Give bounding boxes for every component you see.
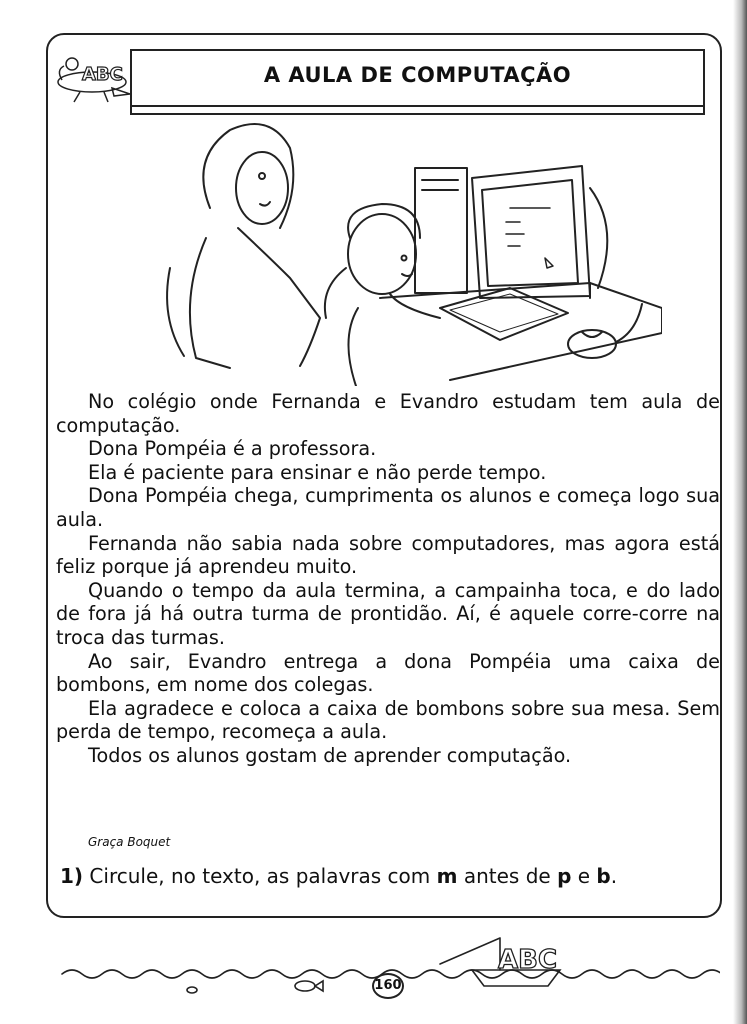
question-text: antes de: [457, 864, 558, 888]
paragraph: Quando o tempo da aula termina, a campainha toca, e do lado de fora já há outra turma de prontidão. Aí, é aquele corre-corre na troca das turmas.: [56, 578, 720, 649]
author-credit: Graça Boquet: [88, 835, 171, 849]
question-1: [60, 864, 617, 888]
question-text: e: [571, 864, 597, 888]
paragraph: Todos os alunos gostam de aprender computação.: [88, 743, 572, 767]
paragraph: Ela agradece e coloca a caixa de bombons sobre sua mesa. Sem perda de tempo, recomeça a aula.: [56, 696, 720, 744]
paragraph: Ao sair, Evandro entrega a dona Pompéia uma caixa de bombons, em nome dos colegas.: [56, 649, 720, 697]
teacher-student-computer-illustration: [150, 118, 662, 386]
question-text: .: [610, 864, 618, 888]
page-edge-shadow: [733, 0, 747, 1024]
question-number: 1): [60, 864, 84, 888]
paragraph: No colégio onde Fernanda e Evandro estudam tem aula de computação.: [56, 390, 720, 437]
logo-text: ABC: [82, 64, 123, 85]
letter-p: p: [557, 864, 572, 888]
page-number: 160: [372, 973, 404, 999]
paragraph: Dona Pompéia chega, cumprimenta os alunos e começa logo sua aula.: [56, 484, 720, 531]
abc-airplane-logo: [52, 50, 134, 105]
story-text: [56, 390, 720, 768]
title-banner: [130, 49, 705, 107]
boat-text: ABC: [498, 945, 558, 975]
letter-m: m: [436, 864, 458, 888]
question-text: Circule, no texto, as palavras com: [83, 864, 437, 888]
page-title: A AULA DE COMPUTAÇÃO: [263, 63, 572, 87]
paragraph: Dona Pompéia é a professora.: [88, 437, 377, 461]
letter-b: b: [596, 864, 611, 888]
paragraph: Fernanda não sabia nada sobre computadores, mas agora está feliz porque já aprendeu muito.: [56, 531, 720, 579]
paragraph: Ela é paciente para ensinar e não perde tempo.: [88, 460, 547, 484]
